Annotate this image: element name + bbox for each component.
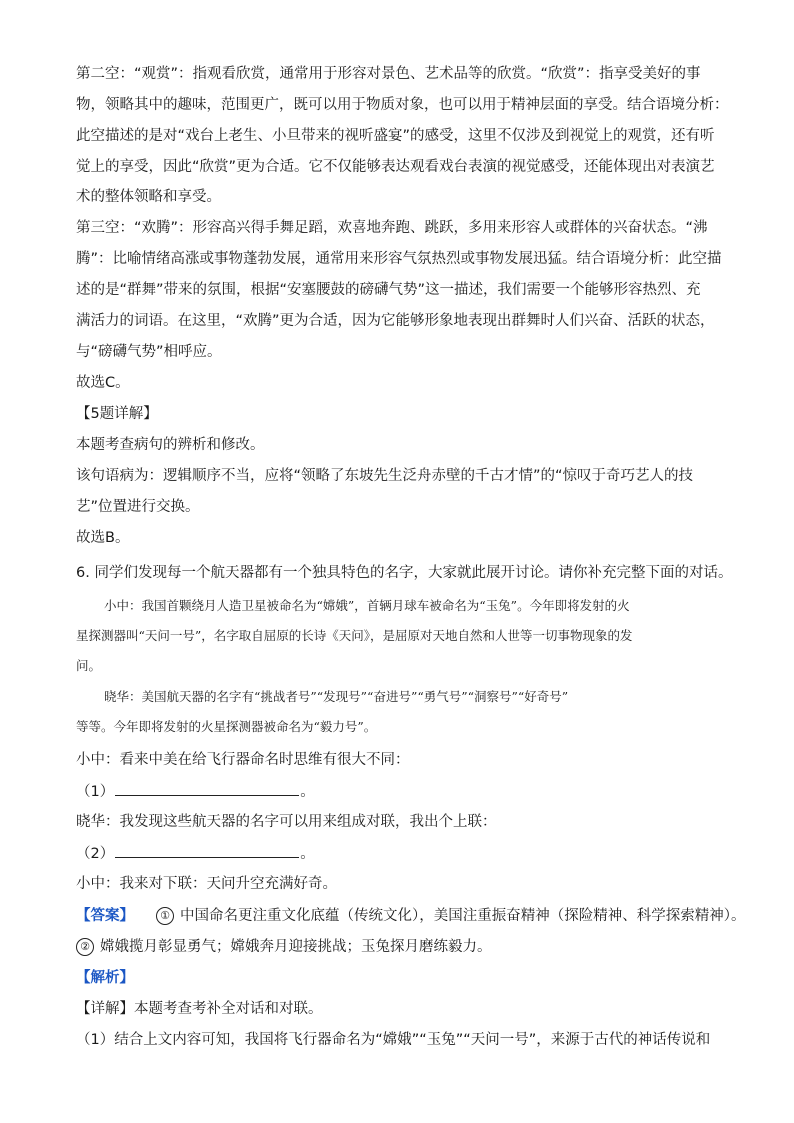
detail-row	[76, 999, 323, 1019]
xiaohua-quote-line-1: 晓华：美国航天器的名字有“挑战者号”“发现号”“奋进号”“勇气号”“洞察号”“好奇号”	[104, 689, 569, 704]
answer-2-text: 嫦娥揽月彰显勇气；嫦娥奔月迎接挑战；玉兔探月磨练毅力。	[100, 939, 492, 955]
blank-1-label: （1）	[76, 784, 115, 800]
answer-row-2	[76, 937, 492, 957]
analysis-tag: 【解析】	[76, 970, 134, 986]
xiaohua-quote-line-2: 等等。今年即将发射的火星探测器被命名为“毅力号”。	[76, 719, 377, 734]
sec2-line-1: 第二空：“观赏”：指观看欣赏，通常用于形容对景色、艺术品等的欣赏。“欣赏”：指享受美好的事	[76, 66, 701, 82]
q5-line-3: 艺”位置进行交换。	[76, 499, 200, 515]
choose-c: 故选C。	[76, 375, 130, 391]
detail-tag: 【详解】	[76, 1001, 134, 1017]
answer-blank-1[interactable]	[115, 781, 299, 796]
sec3-line-2: 腾”：比喻情绪高涨或事物蓬勃发展，通常用来形容气氛热烈或事物发展迅猛。结合语境分析：此空描	[76, 251, 722, 267]
sec3-line-1: 第三空：“欢腾”：形容高兴得手舞足蹈，欢喜地奔跑、跳跃，多用来形容人或群体的兴奋状态。“沸	[76, 220, 708, 236]
q5-line-2: 该句语病为：逻辑顺序不当，应将“领略了东坡先生泛舟赤壁的千古才情”的“惊叹于奇巧艺人的技	[76, 468, 694, 484]
detail-paragraph-1: （1）结合上文内容可知，我国将飞行器命名为“嫦娥”“玉兔”“天问一号”，来源于古代的神话传说和	[76, 1032, 711, 1048]
blank-2-row	[76, 843, 315, 864]
blank-1-end: 。	[300, 784, 315, 800]
answer-blank-2[interactable]	[115, 843, 299, 858]
sec3-line-4: 满活力的词语。在这里，“欢腾”更为合适，因为它能够形象地表现出群舞时人们兴奋、活跃的状态，	[76, 313, 715, 329]
sec3-line-5: 与“磅礴气势”相呼应。	[76, 344, 222, 360]
answer-row-1	[76, 906, 746, 926]
q5-line-1: 本题考查病句的辨析和修改。	[76, 437, 265, 453]
answer-tag: 【答案】	[76, 908, 134, 924]
circled-number-2: ②	[76, 938, 94, 956]
xiaozhong-quote-line-3: 问。	[76, 658, 102, 673]
q6-stem: 6. 同学们发现每一个航天器都有一个独具特色的名字，大家就此展开讨论。请你补充完整下面的对话。	[76, 565, 733, 581]
blank-1-row	[76, 781, 315, 802]
answer-1-text: 中国命名更注重文化底蕴（传统文化），美国注重振奋精神（探险精神、科学探索精神）。	[180, 908, 746, 924]
dialogue-line-1: 小中：看来中美在给飞行器命名时思维有很大不同：	[76, 752, 410, 768]
dialogue-line-3: 小中：我来对下联：天问升空充满好奇。	[76, 876, 337, 892]
detail-text: 本题考查考补全对话和对联。	[134, 1001, 323, 1017]
sec2-line-2: 物，领略其中的趣味，范围更广，既可以用于物质对象，也可以用于精神层面的享受。结合语境分析：	[76, 97, 729, 113]
circled-number-1: ①	[156, 907, 174, 925]
sec2-line-4: 觉上的享受，因此“欣赏”更为合适。它不仅能够表达观看戏台表演的视觉感受，还能体现出对表演艺	[76, 159, 715, 175]
q5-header: 【5题详解】	[76, 406, 158, 422]
blank-2-label: （2）	[76, 846, 115, 862]
xiaozhong-quote-line-2: 星探测器叫“天问一号”，名字取自屈原的长诗《天问》，是屈原对天地自然和人世等一切事物现象的发	[76, 628, 633, 643]
xiaozhong-quote-line-1: 小中：我国首颗绕月人造卫星被命名为“嫦娥”，首辆月球车被命名为“玉兔”。今年即将发射的火	[104, 598, 630, 613]
sec2-line-3: 此空描述的是对“戏台上老生、小旦带来的视听盛宴”的感受，这里不仅涉及到视觉上的观赏，还有听	[76, 128, 715, 144]
q5-line-4: 故选B。	[76, 530, 130, 546]
dialogue-line-2: 晓华：我发现这些航天器的名字可以用来组成对联，我出个上联：	[76, 814, 497, 830]
sec3-line-3: 述的是“群舞”带来的氛围，根据“安塞腰鼓的磅礴气势”这一描述，我们需要一个能够形容热烈、充	[76, 282, 701, 298]
blank-2-end: 。	[300, 846, 315, 862]
sec2-line-5: 术的整体领略和享受。	[76, 189, 221, 205]
